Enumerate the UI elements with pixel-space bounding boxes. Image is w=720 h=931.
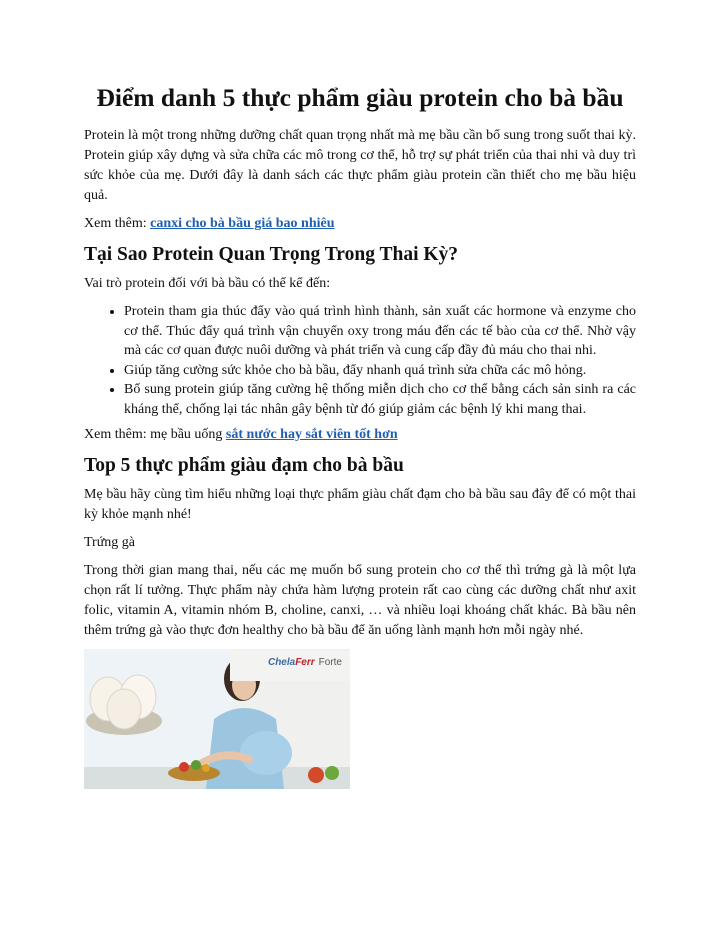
egg-item-title: Trứng gà: [84, 535, 136, 550]
page-title: Điểm danh 5 thực phẩm giàu protein cho bà bầu: [96, 83, 624, 112]
document-page: [84, 82, 636, 789]
protein-role-list: [84, 302, 636, 419]
egg-item-body: Trong thời gian mang thai, nếu các mẹ muốn bổ sung protein cho cơ thể thì trứng gà là một lựa chọn rất lí tưởng. Thực phẩm này chứa hàm lượng protein rất cao cùng các dưỡng chất như axit folic, vitamin A, vitamin nhóm B, choline, canxi, … và nhiều loại khoáng chất khác. Bà bầu nên thêm trứng gà vào thực đơn healthy cho bà bầu để ăn uống lành mạnh hơn mỗi ngày nhé.: [84, 563, 636, 638]
list-item: • Bổ sung protein giúp tăng cường hệ thống miễn dịch cho cơ thể bằng cách sản sinh ra các kháng thể, chống lại tác nhân gây bệnh từ đó giúp giảm các bệnh lý khi mang thai.: [124, 380, 636, 419]
canxi-link[interactable]: canxi cho bà bầu giá bao nhiêu: [150, 216, 335, 231]
see-more-2: [84, 425, 636, 445]
section1-lead: Vai trò protein đối với bà bầu có thể kể đến:: [84, 276, 331, 291]
chela-ferr-logo: ChelaFerr Forte: [267, 657, 342, 668]
pregnant-woman-eggs-image: [84, 649, 350, 789]
section1-heading: Tại Sao Protein Quan Trọng Trong Thai Kỳ?: [84, 244, 459, 265]
section2-lead: Mẹ bầu hãy cùng tìm hiểu những loại thực phẩm giàu chất đạm cho bà bầu sau đây để có một thai kỳ khỏe mạnh nhé!: [84, 487, 636, 522]
intro-paragraph: Protein là một trong những dưỡng chất quan trọng nhất mà mẹ bầu cần bổ sung trong suốt thai kỳ. Protein giúp xây dựng và sửa chữa các mô trong cơ thể, hỗ trợ sự phát triển của thai nhi và duy trì sức khỏe của mẹ. Dưới đây là danh sách các thực phẩm giàu protein cần thiết cho mẹ bầu hiệu quả.: [84, 128, 636, 203]
see-more-2-prefix: Xem thêm: mẹ bầu uống: [84, 427, 226, 442]
list-item: • Protein tham gia thúc đẩy vào quá trình hình thành, sản xuất các hormone và enzyme cho cơ thể. Thúc đẩy quá trình vận chuyển oxy trong máu đến các tế bào của cơ thể. Nhờ vậy mà các cơ quan được nuôi dưỡng và phát triển và cung cấp đầy đủ máu cho thai nhi.: [124, 302, 636, 361]
see-more-1-prefix: Xem thêm:: [84, 216, 151, 231]
section2-heading: Top 5 thực phẩm giàu đạm cho bà bầu: [84, 455, 404, 476]
sat-nuoc-link[interactable]: sắt nước hay sắt viên tốt hơn: [225, 427, 398, 442]
see-more-1: [84, 214, 636, 234]
list-item: • Giúp tăng cường sức khỏe cho bà bầu, đẩy nhanh quá trình sửa chữa các mô hỏng.: [124, 361, 636, 381]
